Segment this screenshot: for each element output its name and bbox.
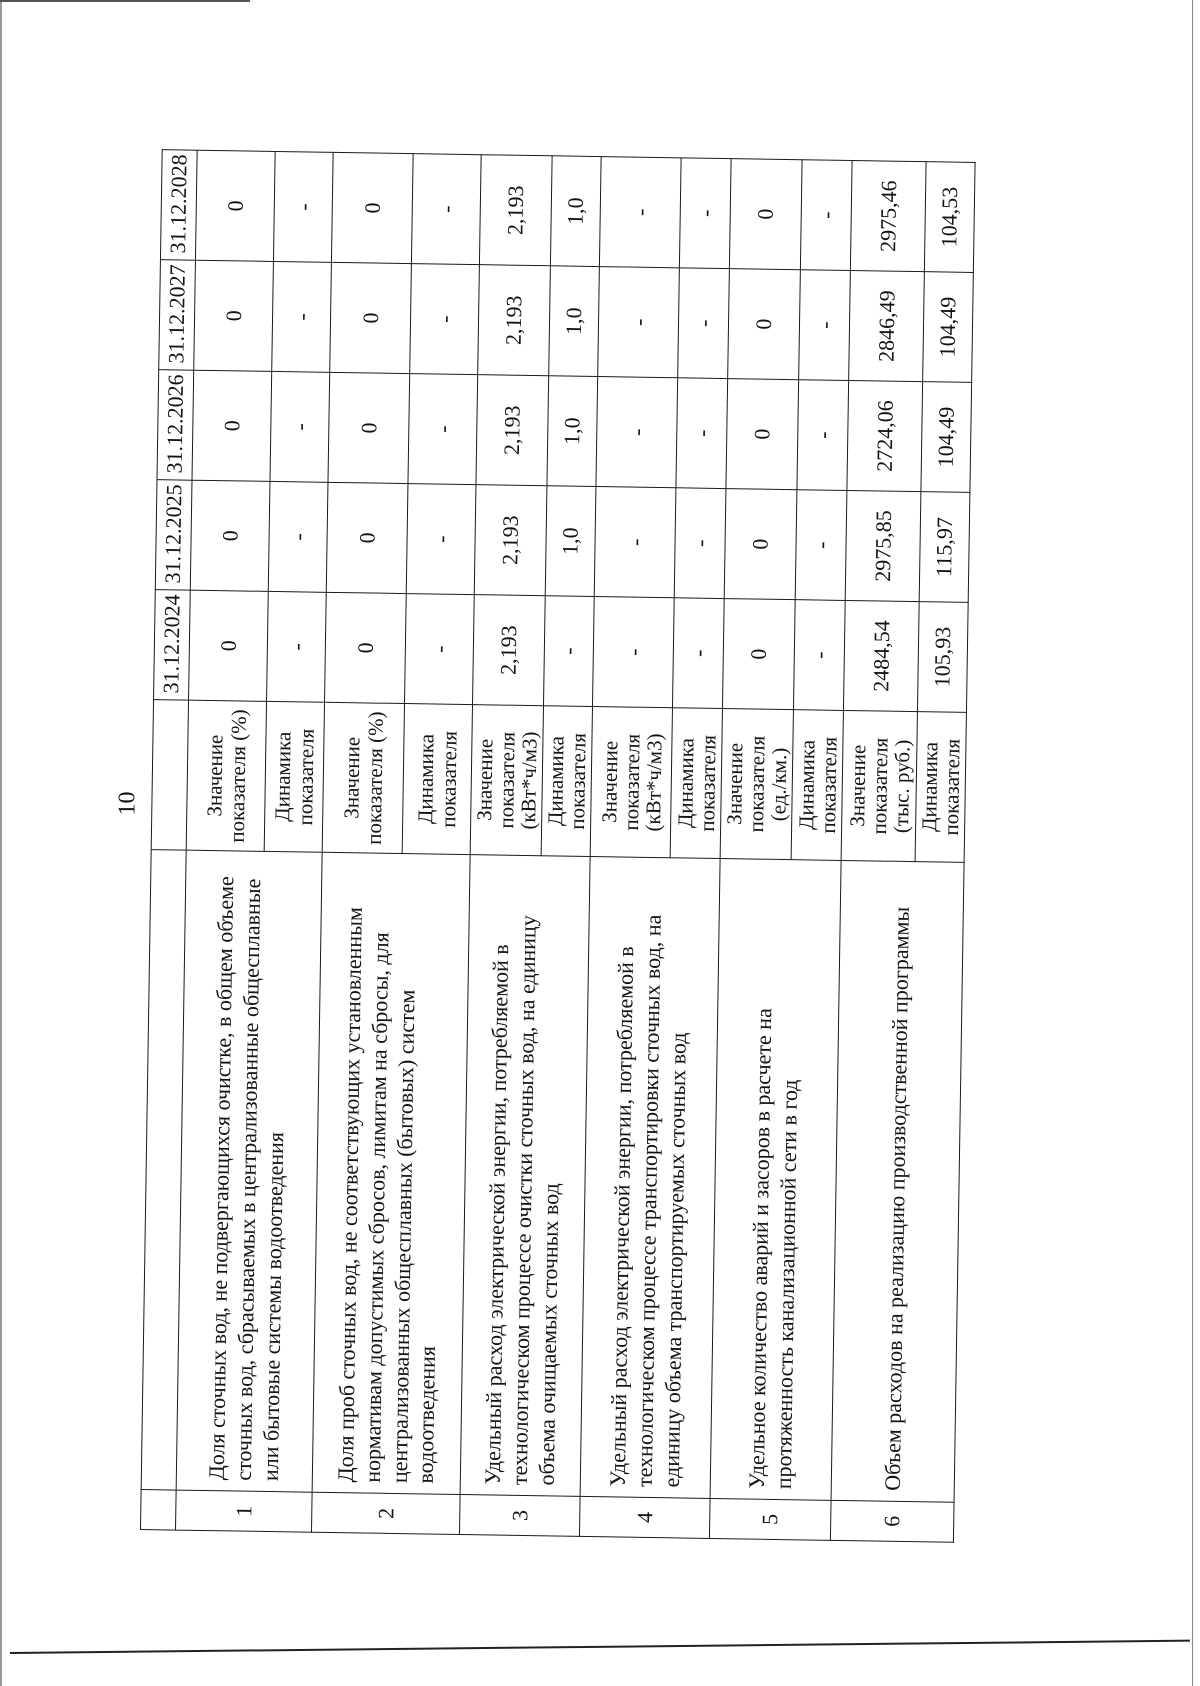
indicator-value: 0 <box>190 480 270 591</box>
indicator-dynamic: - <box>680 158 732 269</box>
indicator-value: - <box>596 377 678 488</box>
column-date: 31.12.2025 <box>155 480 192 591</box>
column-date: 31.12.2028 <box>160 150 197 261</box>
indicator-value: 0 <box>194 260 274 371</box>
indicator-dynamic: - <box>678 268 730 379</box>
indicator-dynamic: 104,49 <box>921 382 972 493</box>
indicator-dynamic: - <box>408 374 478 485</box>
dynamic-label: Динамика показателя <box>402 704 472 855</box>
indicator-value: 0 <box>192 370 272 481</box>
indicator-value: 2,193 <box>478 265 551 376</box>
indicator-value: 2724,06 <box>847 380 923 491</box>
scan-edge-right <box>1192 0 1193 1686</box>
row-number: 3 <box>459 1495 580 1537</box>
indicator-value: 0 <box>330 262 412 373</box>
table-body <box>176 150 976 1542</box>
page-number: 10 <box>114 791 141 816</box>
indicator-value: 2484,54 <box>844 600 920 711</box>
indicator-dynamic: - <box>544 596 595 707</box>
scan-edge-bottom <box>10 1640 1190 1654</box>
column-date: 31.12.2026 <box>157 370 194 481</box>
indicator-value: 2,193 <box>474 485 547 596</box>
indicator-value: 2975,85 <box>846 490 922 601</box>
dynamic-label: Динамика показателя <box>915 712 966 863</box>
indicator-name: Доля сточных вод, не подвергающихся очистке, в общем объеме сточных вод, сбрасываемых в централизованные общесплавные или бытовые системы водоотведения <box>176 850 322 1492</box>
indicator-value: 0 <box>724 489 797 600</box>
value-label: Значение показателя (кВт*ч/м3) <box>590 707 672 858</box>
value-label: Значение показателя (%) <box>186 700 266 851</box>
indicator-value: 0 <box>726 379 799 490</box>
indicator-value: 0 <box>728 269 801 380</box>
scan-edge-top <box>0 0 250 2</box>
indicator-dynamic: - <box>796 490 848 601</box>
indicator-name: Удельный расход электрической энергии, потребляемой в технологическом процессе очистки сточных вод, на единицу объема очищаемых сточных вод <box>460 855 590 1497</box>
indicator-value: 0 <box>730 159 803 270</box>
value-label: Значение показателя (тыс. руб.) <box>841 710 917 861</box>
indicator-value: 2,193 <box>476 375 549 486</box>
indicator-value: 0 <box>328 372 410 483</box>
row-number: 1 <box>176 1490 313 1532</box>
indicator-dynamic: - <box>797 380 849 491</box>
header-kind-cell <box>151 700 188 851</box>
row-number: 2 <box>311 1492 460 1534</box>
indicator-dynamic: 1,0 <box>547 376 598 487</box>
value-label: Значение показателя (%) <box>322 702 404 853</box>
row-number: 5 <box>710 1498 832 1540</box>
rotated-table-container <box>140 150 1112 1545</box>
dynamic-label: Динамика показателя <box>541 706 592 857</box>
indicator-dynamic: 104,49 <box>923 272 974 383</box>
indicator-name: Доля проб сточных вод, не соответствующих установленным нормативам допустимых сбросов, лимитам на сбросы, для централизованных общесплавных (бытовых) систем водоотведения <box>312 852 470 1494</box>
indicator-value: 2,193 <box>479 155 552 266</box>
indicator-dynamic: 1,0 <box>549 266 600 377</box>
indicator-name: Удельный расход электрической энергии, потребляемой в технологическом процессе транспортировки сточных вод, на единицу объема транспортируемых сточных вод <box>580 856 720 1498</box>
indicator-name: Удельное количество аварий и засоров в расчете на протяженность канализационной сети в год <box>710 859 841 1501</box>
indicator-value: 2846,49 <box>849 271 925 382</box>
indicators-table <box>140 149 976 1543</box>
indicator-value: 0 <box>325 592 407 703</box>
indicator-dynamic: 115,97 <box>920 492 971 603</box>
dynamic-label: Динамика показателя <box>791 710 843 861</box>
indicator-dynamic: - <box>406 484 476 595</box>
indicator-name: Объем расходов на реализацию производственной программы <box>831 860 964 1502</box>
column-date: 31.12.2027 <box>159 260 196 371</box>
indicator-value: 0 <box>189 590 269 701</box>
indicator-value: 0 <box>331 152 413 263</box>
value-label: Значение показателя (кВт*ч/м3) <box>470 705 543 856</box>
indicator-dynamic: - <box>267 591 327 702</box>
indicator-dynamic: - <box>799 270 851 381</box>
indicator-dynamic: - <box>273 151 333 262</box>
indicator-dynamic: - <box>801 160 853 271</box>
header-num-cell <box>141 1490 177 1531</box>
indicator-dynamic: 105,93 <box>918 602 969 713</box>
indicator-dynamic: - <box>272 261 332 372</box>
value-label: Значение показателя (ед./км.) <box>720 709 793 860</box>
indicator-dynamic: - <box>411 154 481 265</box>
indicator-dynamic: - <box>270 371 330 482</box>
indicator-value: - <box>598 267 680 378</box>
indicator-dynamic: - <box>676 378 728 489</box>
indicator-dynamic: - <box>405 594 475 705</box>
indicator-dynamic: - <box>674 488 726 599</box>
indicator-value: - <box>594 487 676 598</box>
dynamic-label: Динамика показателя <box>264 701 324 852</box>
indicator-dynamic: - <box>794 600 846 711</box>
scan-edge-left <box>0 0 2 1686</box>
indicator-value: - <box>600 157 682 268</box>
dynamic-label: Динамика показателя <box>670 708 722 859</box>
indicator-value: 2975,46 <box>851 161 927 272</box>
indicator-dynamic: - <box>410 264 480 375</box>
indicator-dynamic: 1,0 <box>551 156 602 267</box>
indicator-value: 0 <box>723 599 796 710</box>
indicator-dynamic: 1,0 <box>545 486 596 597</box>
indicator-dynamic: - <box>268 481 328 592</box>
indicator-value: 2,193 <box>473 595 546 706</box>
row-number: 6 <box>831 1500 955 1542</box>
indicator-dynamic: - <box>673 598 725 709</box>
indicator-value: - <box>593 597 675 708</box>
indicator-value: 0 <box>195 150 275 261</box>
indicator-dynamic: 104,53 <box>925 162 976 273</box>
column-date: 31.12.2024 <box>154 590 191 701</box>
row-number: 4 <box>580 1496 711 1538</box>
indicator-value: 0 <box>326 482 408 593</box>
